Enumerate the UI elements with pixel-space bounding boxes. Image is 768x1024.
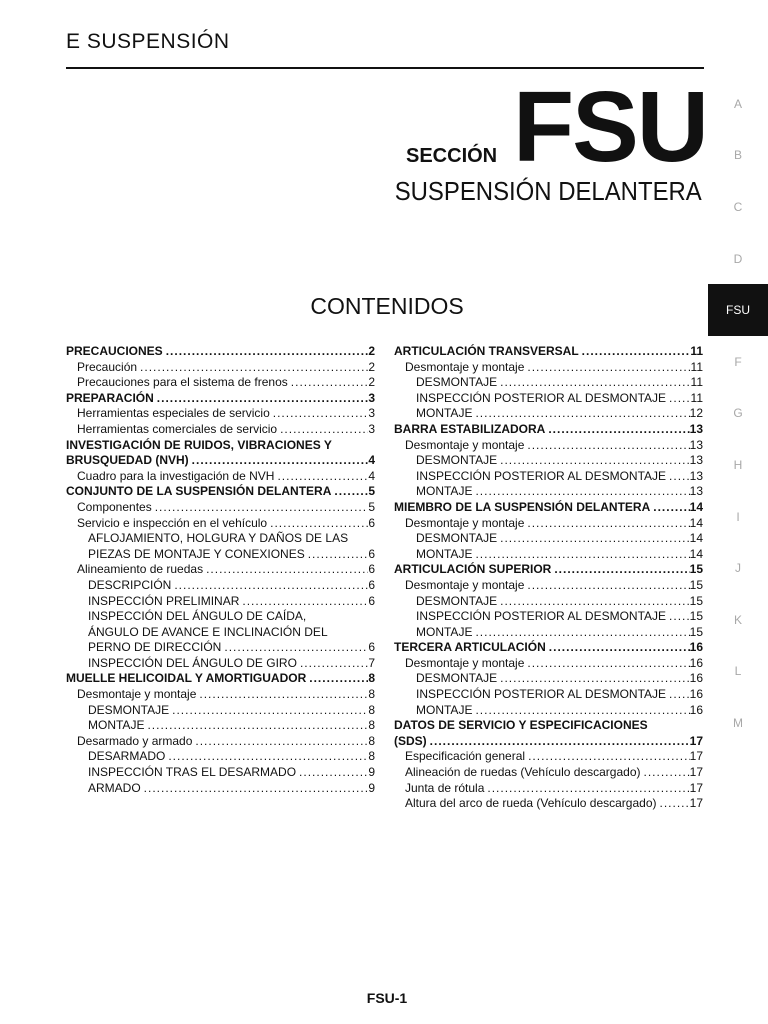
toc-entry-title: (SDS) (394, 733, 427, 748)
index-tab-m[interactable]: M (733, 715, 743, 730)
toc-dot-leader (472, 406, 689, 422)
toc-entry[interactable] (66, 594, 375, 610)
toc-entry-title: Altura del arco de rueda (Vehículo descargado) (405, 796, 657, 811)
toc-entry[interactable] (394, 671, 703, 687)
toc-entry-page: 8 (368, 687, 375, 702)
toc-entry[interactable] (394, 781, 703, 797)
toc-entry-page: 16 (689, 655, 703, 670)
toc-entry[interactable] (66, 547, 375, 563)
toc-entry-title: ARMADO (88, 780, 141, 795)
toc-entry[interactable] (394, 640, 703, 656)
toc-entry-title: DESMONTAJE (416, 593, 498, 608)
toc-entry-page: 9 (368, 780, 375, 795)
toc-entry-page: 2 (368, 344, 375, 358)
toc-dot-leader (165, 749, 368, 765)
toc-entry[interactable] (394, 500, 703, 516)
toc-entry-page: 14 (689, 515, 703, 530)
toc-dot-leader (154, 391, 369, 407)
toc-entry-page: 7 (368, 655, 375, 670)
toc-dot-leader (497, 594, 690, 610)
toc-entry[interactable] (394, 422, 703, 438)
toc-dot-leader (579, 344, 691, 360)
toc-entry[interactable] (394, 594, 703, 610)
index-tab-i[interactable]: I (736, 509, 740, 524)
index-tab-j[interactable]: J (735, 561, 741, 576)
toc-entry-title: Desmontaje y montaje (405, 359, 525, 374)
toc-entry-title: MONTAJE (416, 406, 473, 421)
toc-entry-page: 6 (368, 577, 375, 592)
toc-entry-page: 6 (368, 515, 375, 530)
toc-entry-title: Desmontaje y montaje (405, 515, 525, 530)
toc-entry[interactable] (394, 391, 703, 407)
toc-entry-page: 12 (689, 406, 703, 421)
toc-dot-leader (666, 687, 690, 703)
toc-entry-page: 2 (368, 375, 375, 390)
toc-dot-leader (427, 734, 690, 750)
toc-entry-title: PIEZAS DE MONTAJE Y CONEXIONES (88, 546, 305, 561)
toc-entry-title: Precaución (77, 359, 138, 374)
toc-entry-page: 5 (368, 499, 375, 514)
toc-entry[interactable] (394, 453, 703, 469)
section-index-tabs (708, 78, 768, 749)
toc-entry[interactable] (394, 516, 703, 532)
toc-entry-page: 15 (689, 577, 703, 592)
toc-dot-leader (270, 406, 369, 422)
toc-entry-title: DESMONTAJE (416, 671, 498, 686)
toc-entry[interactable] (394, 438, 703, 454)
toc-dot-leader (196, 687, 368, 703)
toc-entry[interactable] (66, 516, 375, 532)
toc-dot-leader (297, 656, 368, 672)
index-tab-h[interactable]: H (733, 457, 743, 472)
toc-entry-page: 13 (689, 453, 703, 468)
toc-entry-title: DESMONTAJE (416, 453, 498, 468)
toc-entry[interactable] (394, 344, 703, 360)
section-name: SUSPENSIÓN DELANTERA (394, 176, 702, 206)
toc-dot-leader (472, 547, 689, 563)
toc-dot-leader (137, 360, 368, 376)
toc-entry[interactable] (66, 391, 375, 407)
toc-dot-leader (484, 781, 689, 797)
toc-entry[interactable] (66, 734, 375, 750)
toc-entry-title: INSPECCIÓN TRAS EL DESARMADO (88, 765, 297, 780)
toc-entry-title: Servicio e inspección en el vehículo (77, 515, 268, 530)
toc-dot-leader (497, 531, 690, 547)
toc-dot-leader (545, 422, 689, 438)
toc-entry-title: Junta de rótula (405, 780, 485, 795)
toc-entry[interactable] (66, 422, 375, 438)
toc-entry[interactable] (66, 703, 375, 719)
toc-entry-page: 14 (689, 531, 703, 546)
toc-entry-page: 17 (689, 749, 703, 764)
toc-entry-title: Herramientas especiales de servicio (77, 406, 270, 421)
toc-entry-page: 11 (690, 359, 703, 374)
toc-entry-page: 13 (689, 468, 703, 483)
toc-dot-leader (472, 484, 689, 500)
index-tab-a[interactable]: A (733, 96, 742, 111)
toc-dot-leader (551, 562, 689, 578)
toc-entry-title: ÁNGULO DE AVANCE E INCLINACIÓN DEL (88, 624, 328, 639)
toc-dot-leader (192, 734, 368, 750)
toc-entry-title: MONTAJE (88, 718, 145, 733)
toc-entry-title: INSPECCIÓN POSTERIOR AL DESMONTAJE (416, 390, 667, 405)
toc-dot-leader (666, 469, 690, 485)
toc-entry-title: Desmontaje y montaje (405, 577, 525, 592)
toc-entry-page: 11 (690, 344, 703, 358)
toc-entry-page: 17 (689, 796, 703, 811)
toc-entry-title: Desarmado y armado (77, 733, 193, 748)
toc-entry[interactable] (394, 360, 703, 376)
toc-entry-title: INSPECCIÓN PRELIMINAR (88, 593, 240, 608)
toc-entry-title: DESCRIPCIÓN (88, 577, 172, 592)
toc-entry-title: DESARMADO (88, 749, 166, 764)
toc-dot-leader (657, 796, 690, 812)
toc-column-right (394, 344, 703, 812)
toc-entry-title: BRUSQUEDAD (NVH) (66, 453, 189, 468)
toc-entry-title: MUELLE HELICOIDAL Y AMORTIGUADOR (66, 671, 307, 686)
toc-entry-title: Alineación de ruedas (Vehículo descargado) (405, 765, 641, 780)
toc-entry[interactable] (66, 360, 375, 376)
toc-entry-title: PRECAUCIONES (66, 344, 163, 358)
toc-dot-leader (524, 656, 689, 672)
toc-entry-title: Cuadro para la investigación de NVH (77, 468, 275, 483)
page-number: FSU-1 (366, 990, 408, 1006)
toc-entry[interactable] (394, 531, 703, 547)
toc-entry-title: MIEMBRO DE LA SUSPENSIÓN DELANTERA (394, 499, 651, 514)
toc-entry-page: 3 (368, 390, 375, 405)
index-tab-d[interactable]: D (733, 251, 743, 266)
toc-dot-leader (525, 749, 690, 765)
toc-entry[interactable] (394, 749, 703, 765)
toc-entry-title: BARRA ESTABILIZADORA (394, 421, 546, 436)
toc-entry-title: Desmontaje y montaje (77, 687, 197, 702)
toc-entry[interactable] (66, 765, 375, 781)
index-tab-l[interactable]: L (734, 664, 742, 679)
toc-entry-page: 16 (689, 687, 703, 702)
toc-entry-page: 15 (689, 624, 703, 639)
toc-entry-title: Alineamiento de ruedas (77, 562, 204, 577)
toc-entry[interactable] (394, 375, 703, 391)
toc-entry[interactable] (66, 781, 375, 797)
toc-entry-title: TERCERA ARTICULACIÓN (394, 640, 546, 655)
toc-dot-leader (296, 765, 368, 781)
toc-entry-page: 16 (689, 671, 703, 686)
toc-entry-page: 14 (689, 546, 703, 561)
toc-entry[interactable] (394, 687, 703, 703)
toc-entry-title: PREPARACIÓN (66, 390, 154, 405)
toc-entry[interactable] (66, 687, 375, 703)
toc-entry[interactable] (394, 703, 703, 719)
toc-entry-title: Precauciones para el sistema de frenos (77, 375, 288, 390)
toc-entry[interactable] (394, 547, 703, 563)
index-tab-k[interactable]: K (733, 612, 742, 627)
toc-entry[interactable] (66, 671, 375, 687)
toc-entry-page: 13 (689, 437, 703, 452)
toc-entry[interactable] (394, 578, 703, 594)
toc-dot-leader (306, 671, 368, 687)
toc-entry[interactable] (394, 656, 703, 672)
toc-dot-leader (274, 469, 368, 485)
toc-entry-title: AFLOJAMIENTO, HOLGURA Y DAÑOS DE LAS (88, 531, 349, 546)
toc-entry-title: Desmontaje y montaje (405, 655, 525, 670)
toc-entry[interactable] (66, 438, 375, 454)
section-label: SECCIÓN (406, 145, 498, 167)
toc-dot-leader (524, 360, 690, 376)
toc-entry-page: 17 (689, 780, 703, 795)
toc-entry[interactable] (66, 531, 375, 547)
toc-entry-page: 9 (368, 765, 375, 780)
toc-entry[interactable] (66, 484, 375, 500)
toc-entry-page: 17 (689, 765, 703, 780)
toc-dot-leader (171, 578, 368, 594)
toc-entry-title: DATOS DE SERVICIO Y ESPECIFICACIONES (394, 718, 648, 733)
toc-entry[interactable] (66, 718, 375, 734)
toc-entry[interactable] (66, 562, 375, 578)
toc-entry-title: Desmontaje y montaje (405, 437, 525, 452)
toc-entry-page: 5 (368, 484, 375, 499)
toc-entry-title: INSPECCIÓN DEL ÁNGULO DE CAÍDA, (88, 609, 307, 624)
toc-entry-title: CONJUNTO DE LA SUSPENSIÓN DELANTERA (66, 484, 332, 499)
toc-entry[interactable] (66, 406, 375, 422)
toc-dot-leader (144, 718, 368, 734)
toc-entry-page: 8 (368, 702, 375, 717)
toc-entry-title: INSPECCIÓN POSTERIOR AL DESMONTAJE (416, 609, 667, 624)
toc-dot-leader (239, 594, 368, 610)
toc-entry-page: 11 (690, 390, 703, 405)
index-tab-f[interactable]: F (734, 354, 742, 369)
section-code: FSU (513, 71, 707, 183)
toc-entry-page: 8 (368, 749, 375, 764)
toc-entry-page: 8 (368, 718, 375, 733)
toc-entry-page: 11 (690, 375, 703, 390)
toc-entry[interactable] (66, 500, 375, 516)
toc-entry[interactable] (66, 625, 375, 641)
toc-entry[interactable] (394, 609, 703, 625)
toc-dot-leader (141, 781, 369, 797)
toc-entry[interactable] (66, 453, 375, 469)
toc-entry-title: Herramientas comerciales de servicio (77, 421, 278, 436)
toc-entry-title: DESMONTAJE (416, 375, 498, 390)
toc-dot-leader (666, 391, 690, 407)
toc-dot-leader (666, 609, 690, 625)
toc-entry[interactable] (66, 469, 375, 485)
toc-entry-page: 6 (368, 546, 375, 561)
index-tab-b[interactable]: B (733, 148, 742, 163)
toc-entry-title: MONTAJE (416, 624, 473, 639)
toc-entry-page: 15 (689, 562, 703, 577)
toc-entry-page: 13 (689, 484, 703, 499)
toc-entry-title: MONTAJE (416, 546, 473, 561)
toc-column-left (66, 344, 375, 796)
toc-dot-leader (524, 516, 689, 532)
toc-entry-page: 6 (368, 562, 375, 577)
toc-entry-title: ARTICULACIÓN TRANSVERSAL (394, 344, 579, 358)
contents-heading: CONTENIDOS (310, 293, 464, 319)
toc-entry[interactable] (394, 484, 703, 500)
toc-dot-leader (472, 625, 689, 641)
toc-entry-page: 14 (689, 499, 703, 514)
toc-entry-title: DESMONTAJE (416, 531, 498, 546)
toc-entry[interactable] (394, 406, 703, 422)
index-tab-g[interactable]: G (733, 406, 743, 421)
toc-entry[interactable] (394, 625, 703, 641)
toc-entry-page: 6 (368, 640, 375, 655)
toc-dot-leader (267, 516, 368, 532)
toc-dot-leader (189, 453, 369, 469)
index-tab-c[interactable]: C (733, 199, 743, 214)
toc-dot-leader (524, 578, 689, 594)
toc-entry[interactable] (394, 469, 703, 485)
toc-entry-title: PERNO DE DIRECCIÓN (88, 640, 222, 655)
toc-dot-leader (152, 500, 369, 516)
toc-entry-page: 15 (689, 593, 703, 608)
toc-entry[interactable] (66, 344, 375, 360)
toc-entry-title: ARTICULACIÓN SUPERIOR (394, 562, 552, 577)
toc-entry-page: 4 (368, 468, 375, 483)
header-divider (66, 67, 704, 69)
toc-entry[interactable] (394, 718, 703, 734)
toc-dot-leader (497, 453, 690, 469)
toc-entry-title: INSPECCIÓN DEL ÁNGULO DE GIRO (88, 655, 297, 670)
toc-entry-page: 17 (689, 733, 703, 748)
toc-entry-page: 3 (368, 421, 375, 436)
toc-entry-page: 6 (368, 593, 375, 608)
toc-dot-leader (203, 562, 368, 578)
toc-dot-leader (331, 484, 368, 500)
toc-entry-page: 15 (689, 609, 703, 624)
toc-entry[interactable] (66, 749, 375, 765)
toc-entry-page: 4 (368, 453, 375, 468)
toc-entry[interactable] (66, 609, 375, 625)
toc-entry-page: 13 (689, 421, 703, 436)
toc-entry-page: 2 (368, 359, 375, 374)
toc-entry-title: INSPECCIÓN POSTERIOR AL DESMONTAJE (416, 687, 667, 702)
toc-entry-page: 8 (368, 671, 375, 686)
toc-dot-leader (163, 344, 369, 360)
toc-entry-title: MONTAJE (416, 484, 473, 499)
toc-dot-leader (497, 375, 690, 391)
toc-dot-leader (546, 640, 690, 656)
toc-entry[interactable] (394, 765, 703, 781)
toc-entry[interactable] (394, 734, 703, 750)
toc-entry[interactable] (66, 656, 375, 672)
toc-entry-title: Especificación general (405, 749, 526, 764)
toc-entry-page: 3 (368, 406, 375, 421)
toc-dot-leader (169, 703, 368, 719)
toc-dot-leader (472, 703, 689, 719)
toc-dot-leader (650, 500, 689, 516)
toc-dot-leader (641, 765, 690, 781)
toc-entry-title: MONTAJE (416, 702, 473, 717)
toc-entry-page: 16 (689, 702, 703, 717)
toc-entry-page: 8 (368, 733, 375, 748)
chapter-title: E SUSPENSIÓN (66, 30, 230, 53)
toc-entry-page: 16 (689, 640, 703, 655)
toc-dot-leader (524, 438, 689, 454)
toc-entry[interactable] (394, 796, 703, 812)
index-tab-fsu[interactable]: FSU (708, 284, 768, 336)
toc-entry[interactable] (66, 578, 375, 594)
toc-entry[interactable] (66, 640, 375, 656)
toc-entry-title: INVESTIGACIÓN DE RUIDOS, VIBRACIONES Y (66, 437, 332, 452)
toc-dot-leader (277, 422, 368, 438)
toc-entry-title: Componentes (77, 499, 152, 514)
toc-dot-leader (221, 640, 368, 656)
toc-dot-leader (305, 547, 369, 563)
toc-entry[interactable] (394, 562, 703, 578)
toc-dot-leader (288, 375, 369, 391)
toc-entry-title: INSPECCIÓN POSTERIOR AL DESMONTAJE (416, 468, 667, 483)
toc-entry-title: DESMONTAJE (88, 702, 170, 717)
toc-dot-leader (497, 671, 690, 687)
toc-entry[interactable] (66, 375, 375, 391)
